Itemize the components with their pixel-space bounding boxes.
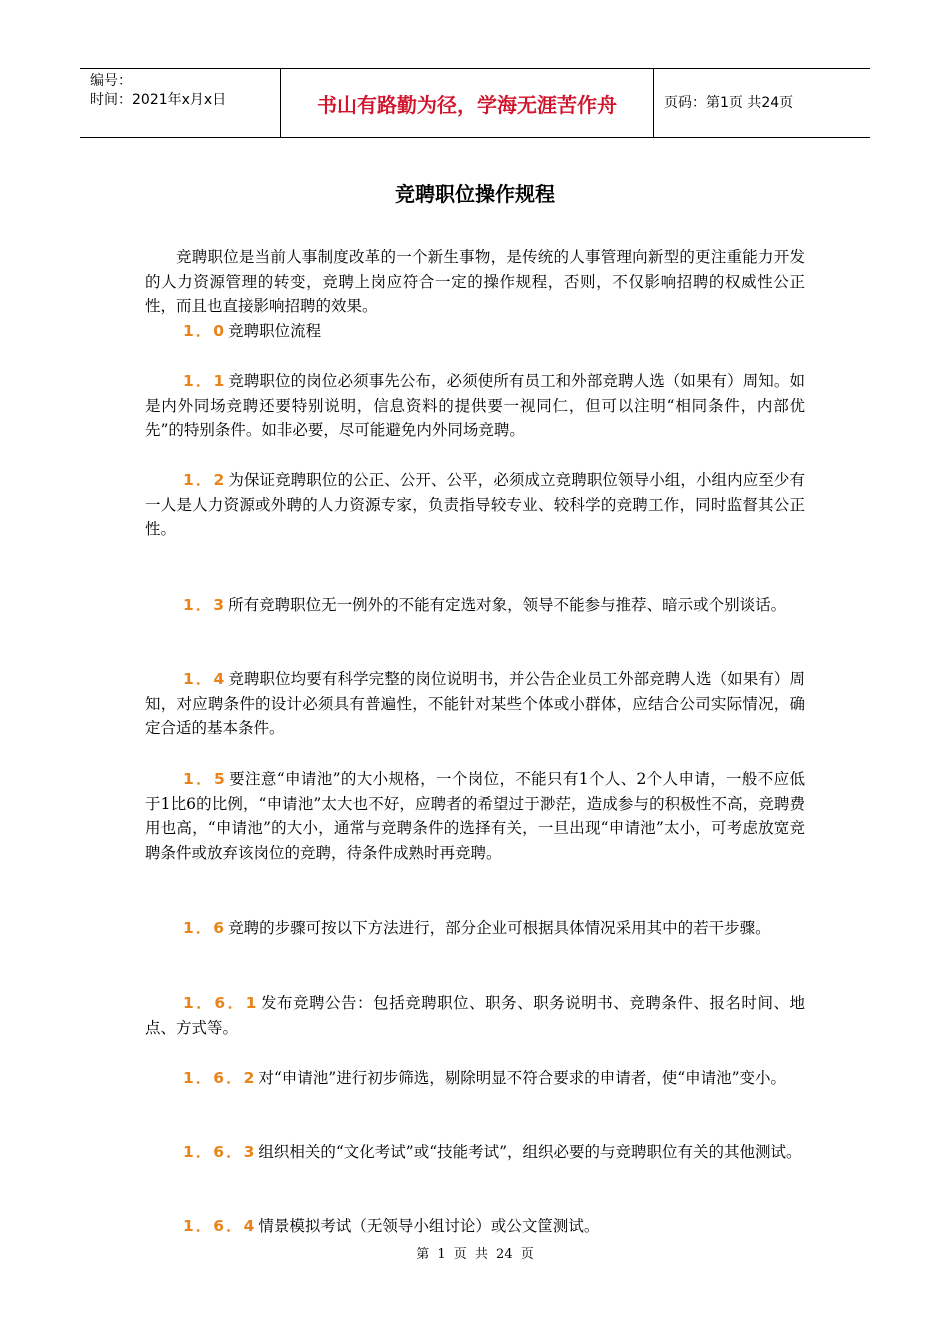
section-number: 1．6．3 (183, 1143, 257, 1161)
section-paragraph (145, 916, 805, 941)
section-number: 1．6．4 (183, 1217, 257, 1235)
section-text: 组织相关的“文化考试”或“技能考试”，组织必要的与竞聘职位有关的其他测试。 (258, 1143, 802, 1161)
document-title: 竞聘职位操作规程 (395, 182, 555, 206)
document-header (80, 68, 870, 138)
header-motto-cell (281, 69, 654, 137)
section-number: 1．6．2 (183, 1069, 257, 1087)
document-number-label: 编号： (90, 73, 132, 89)
header-info-cell (80, 69, 281, 137)
section-text: 要注意“申请池”的大小规格，一个岗位，不能只有1个人、2个人申请，一般不应低于1比6的比例，“申请池”太大也不好，应聘者的希望过于渺茫，造成参与的积极性不高，竞聘费用也高，“申请池”的大小，通常与竞聘条件的选择有关，一旦出现“申请池”太小，可考虑放宽竞聘条件或放弃该岗位的竞聘，待条件成熟时再竞聘。 (145, 770, 805, 862)
section-paragraph (145, 468, 805, 542)
section-text: 竞聘职位的岗位必须事先公布，必须使所有员工和外部竞聘人选（如果有）周知。如是内外同场竞聘还要特别说明，信息资料的提供要一视同仁，但可以注明“相同条件，内部优先”的特别条件。如非必要，尽可能避免内外同场竞聘。 (145, 372, 805, 439)
header-motto: 书山有路勤为径，学海无涯苦作舟 (317, 93, 617, 117)
section-number: 1．6．1 (183, 994, 259, 1012)
section-text: 竞聘职位均要有科学完整的岗位说明书，并公告企业员工外部竞聘人选（如果有）周知，对应聘条件的设计必须具有普遍性，不能针对某些个体或小群体，应结合公司实际情况，确定合适的基本条件。 (145, 670, 805, 737)
section-text: 对“申请池”进行初步筛选，剔除明显不符合要求的申请者，使“申请池”变小。 (258, 1069, 787, 1087)
section-text: 情景模拟考试（无领导小组讨论）或公文筐测试。 (258, 1217, 600, 1235)
section-text: 为保证竞聘职位的公正、公开、公平，必须成立竞聘职位领导小组，小组内应至少有一人是人力资源或外聘的人力资源专家，负责指导较专业、较科学的竞聘工作，同时监督其公正性。 (145, 471, 805, 538)
page-footer: 第 1 页 共 24 页 (416, 1247, 534, 1262)
section-number: 1．2 (183, 471, 227, 489)
section-paragraph (145, 767, 805, 865)
section-number: 1．6 (183, 919, 227, 937)
section-paragraph (145, 991, 805, 1040)
section-number: 1．5 (183, 770, 227, 788)
section-text: 竞聘职位流程 (228, 322, 322, 340)
document-date: 时间：2021年x月x日 (90, 92, 227, 108)
section-number: 1．0 (183, 322, 227, 340)
section-paragraph (145, 319, 805, 344)
section-number: 1．4 (183, 670, 227, 688)
section-paragraph (145, 593, 805, 618)
section-paragraph (145, 667, 805, 741)
intro-paragraph: 竞聘职位是当前人事制度改革的一个新生事物，是传统的人事管理向新型的更注重能力开发的人力资源管理的转变，竞聘上岗应符合一定的操作规程，否则，不仅影响招聘的权威性公正性，而且也直接影响招聘的效果。 (145, 248, 805, 315)
section-paragraph (145, 1214, 805, 1239)
header-page-cell (654, 69, 870, 137)
section-paragraph (145, 1140, 805, 1165)
section-text: 竞聘的步骤可按以下方法进行，部分企业可根据具体情况采用其中的若干步骤。 (228, 919, 771, 937)
section-paragraph (145, 369, 805, 443)
section-number: 1．3 (183, 596, 227, 614)
section-text: 发布竞聘公告：包括竞聘职位、职务、职务说明书、竞聘条件、报名时间、地点、方式等。 (145, 994, 805, 1037)
section-text: 所有竞聘职位无一例外的不能有定选对象，领导不能参与推荐、暗示或个别谈话。 (228, 596, 787, 614)
header-page-code: 页码：第1页 共24页 (664, 95, 794, 111)
section-paragraph (145, 1066, 805, 1091)
section-number: 1．1 (183, 372, 227, 390)
